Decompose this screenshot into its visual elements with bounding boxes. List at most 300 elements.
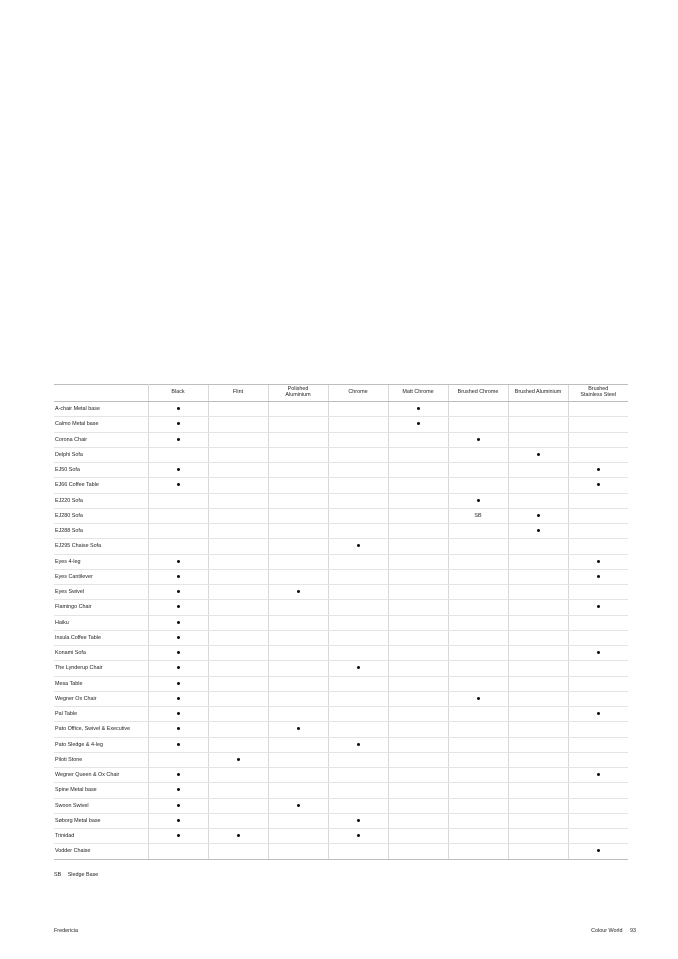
finish-cell — [388, 661, 448, 676]
finish-cell — [208, 813, 268, 828]
table-row — [54, 417, 628, 432]
finish-cell — [508, 585, 568, 600]
finish-cell — [508, 768, 568, 783]
finish-cell — [268, 508, 328, 523]
finish-cell — [148, 463, 208, 478]
finish-cell — [148, 676, 208, 691]
finish-cell — [448, 844, 508, 859]
table-row — [54, 630, 628, 645]
finish-cell — [208, 417, 268, 432]
finish-cell — [508, 844, 568, 859]
finish-cell — [328, 844, 388, 859]
availability-dot-icon — [357, 743, 360, 746]
finish-cell — [328, 417, 388, 432]
availability-dot-icon — [597, 712, 600, 715]
finish-cell — [388, 829, 448, 844]
column-header-text: Brushed Chrome — [457, 389, 499, 396]
finish-cell — [448, 752, 508, 767]
product-name: The Lynderup Chair — [54, 661, 148, 676]
availability-dot-icon — [177, 605, 180, 608]
product-name: Swoon Swivel — [54, 798, 148, 813]
finish-cell — [448, 432, 508, 447]
table-row — [54, 615, 628, 630]
finish-cell — [268, 585, 328, 600]
finish-cell — [568, 432, 628, 447]
finish-cell — [388, 615, 448, 630]
availability-dot-icon — [177, 560, 180, 563]
finish-cell — [388, 463, 448, 478]
table-row — [54, 432, 628, 447]
finish-cell — [508, 539, 568, 554]
availability-dot-icon — [417, 407, 420, 410]
availability-dot-icon — [177, 407, 180, 410]
finish-cell — [448, 661, 508, 676]
finish-cell — [268, 539, 328, 554]
finish-cell — [568, 829, 628, 844]
finish-cell — [268, 600, 328, 615]
availability-dot-icon — [177, 682, 180, 685]
finish-availability-table — [54, 384, 628, 860]
table-row — [54, 676, 628, 691]
finish-cell — [388, 554, 448, 569]
finish-cell — [208, 432, 268, 447]
finish-cell — [568, 569, 628, 584]
finish-cell — [448, 463, 508, 478]
footnote-key: SB — [54, 872, 62, 878]
finish-cell — [388, 432, 448, 447]
finish-cell — [328, 798, 388, 813]
finish-cell — [508, 417, 568, 432]
product-name: Delphi Sofa — [54, 447, 148, 462]
finish-cell — [568, 585, 628, 600]
finish-cell — [508, 554, 568, 569]
availability-dot-icon — [357, 666, 360, 669]
finish-cell — [328, 569, 388, 584]
finish-cell — [448, 783, 508, 798]
product-name: Vodder Chaise — [54, 844, 148, 859]
finish-cell — [568, 722, 628, 737]
product-name: Trinidad — [54, 829, 148, 844]
availability-dot-icon — [177, 468, 180, 471]
finish-cell — [268, 447, 328, 462]
finish-cell — [268, 707, 328, 722]
column-header — [388, 385, 448, 402]
finish-cell — [208, 463, 268, 478]
product-name: Insula Coffee Table — [54, 630, 148, 645]
product-name: Wegner Queen & Ox Chair — [54, 768, 148, 783]
finish-cell — [448, 447, 508, 462]
table-row — [54, 402, 628, 417]
finish-cell — [388, 813, 448, 828]
finish-cell — [148, 691, 208, 706]
table-row — [54, 447, 628, 462]
finish-cell — [328, 600, 388, 615]
product-name: A-chair Metal base — [54, 402, 148, 417]
availability-dot-icon — [597, 483, 600, 486]
finish-cell — [508, 783, 568, 798]
availability-dot-icon — [357, 834, 360, 837]
finish-cell — [388, 508, 448, 523]
availability-dot-icon — [177, 438, 180, 441]
finish-cell — [208, 524, 268, 539]
finish-cell — [268, 798, 328, 813]
finish-cell — [508, 752, 568, 767]
finish-cell — [508, 508, 568, 523]
finish-cell — [208, 508, 268, 523]
finish-cell — [148, 707, 208, 722]
finish-cell — [328, 463, 388, 478]
finish-cell — [208, 646, 268, 661]
product-name: Haiku — [54, 615, 148, 630]
finish-cell — [328, 524, 388, 539]
finish-cell — [388, 691, 448, 706]
finish-cell — [148, 447, 208, 462]
finish-cell — [448, 615, 508, 630]
finish-cell — [328, 676, 388, 691]
finish-cell — [328, 447, 388, 462]
finish-cell — [568, 493, 628, 508]
table-row — [54, 524, 628, 539]
product-name: EJ295 Chaise Sofa — [54, 539, 148, 554]
finish-cell — [148, 661, 208, 676]
finish-cell — [148, 798, 208, 813]
finish-cell — [208, 661, 268, 676]
finish-cell — [388, 798, 448, 813]
finish-cell — [508, 478, 568, 493]
column-header-text: Polished — [287, 386, 309, 393]
finish-cell — [388, 783, 448, 798]
finish-cell — [568, 783, 628, 798]
product-name: Calmo Metal base — [54, 417, 148, 432]
finish-cell — [388, 402, 448, 417]
finish-cell — [508, 722, 568, 737]
table-row — [54, 493, 628, 508]
finish-cell — [268, 646, 328, 661]
availability-dot-icon — [177, 834, 180, 837]
finish-cell — [508, 463, 568, 478]
column-header-text: Chrome — [348, 389, 368, 396]
finish-cell — [568, 539, 628, 554]
table-row — [54, 829, 628, 844]
finish-cell — [328, 630, 388, 645]
availability-dot-icon — [597, 468, 600, 471]
finish-cell — [508, 661, 568, 676]
availability-dot-icon — [537, 514, 540, 517]
finish-cell — [508, 447, 568, 462]
availability-dot-icon — [357, 544, 360, 547]
column-header — [568, 385, 628, 402]
finish-cell — [148, 752, 208, 767]
finish-cell — [508, 737, 568, 752]
finish-cell — [568, 417, 628, 432]
table-row — [54, 768, 628, 783]
availability-dot-icon — [297, 804, 300, 807]
finish-cell — [268, 752, 328, 767]
finish-cell — [208, 737, 268, 752]
finish-cell — [148, 417, 208, 432]
availability-dot-icon — [537, 453, 540, 456]
finish-cell — [148, 493, 208, 508]
table-row — [54, 798, 628, 813]
finish-cell — [268, 691, 328, 706]
footer-section: Colour World — [591, 928, 623, 934]
finish-cell — [268, 615, 328, 630]
product-name: Wegner Ox Chair — [54, 691, 148, 706]
finish-cell — [448, 569, 508, 584]
header-blank-cell — [54, 385, 148, 402]
finish-cell — [208, 600, 268, 615]
table-row — [54, 569, 628, 584]
column-header — [208, 385, 268, 402]
availability-dot-icon — [357, 819, 360, 822]
finish-cell — [448, 524, 508, 539]
column-header — [148, 385, 208, 402]
finish-cell — [268, 463, 328, 478]
table-row — [54, 661, 628, 676]
finish-cell — [388, 569, 448, 584]
availability-dot-icon — [237, 834, 240, 837]
table-header-row — [54, 385, 628, 402]
finish-cell — [448, 768, 508, 783]
finish-cell — [268, 829, 328, 844]
finish-cell — [268, 813, 328, 828]
availability-dot-icon — [177, 743, 180, 746]
finish-cell — [268, 783, 328, 798]
availability-dot-icon — [177, 575, 180, 578]
column-header-text: Aluminium — [285, 392, 311, 398]
finish-cell — [148, 585, 208, 600]
finish-cell — [568, 524, 628, 539]
finish-cell — [448, 798, 508, 813]
finish-cell — [568, 508, 628, 523]
finish-cell — [268, 554, 328, 569]
availability-dot-icon — [177, 621, 180, 624]
availability-dot-icon — [177, 727, 180, 730]
finish-cell — [268, 417, 328, 432]
finish-cell — [508, 432, 568, 447]
table-body — [54, 402, 628, 860]
finish-cell — [268, 722, 328, 737]
finish-cell — [448, 402, 508, 417]
finish-cell — [328, 783, 388, 798]
table-row — [54, 463, 628, 478]
footnote — [54, 872, 98, 878]
finish-cell — [568, 768, 628, 783]
table-row — [54, 707, 628, 722]
finish-cell — [148, 569, 208, 584]
finish-cell — [568, 630, 628, 645]
finish-cell — [448, 676, 508, 691]
finish-cell — [148, 630, 208, 645]
finish-cell — [388, 493, 448, 508]
table-row — [54, 600, 628, 615]
finish-cell — [208, 798, 268, 813]
finish-cell — [448, 707, 508, 722]
finish-cell — [328, 539, 388, 554]
product-name: Eyes Cantilever — [54, 569, 148, 584]
finish-cell — [328, 585, 388, 600]
availability-dot-icon — [177, 712, 180, 715]
finish-cell — [148, 829, 208, 844]
finish-cell — [568, 737, 628, 752]
finish-cell — [388, 707, 448, 722]
availability-dot-icon — [177, 651, 180, 654]
availability-dot-icon — [177, 590, 180, 593]
finish-cell — [508, 600, 568, 615]
finish-cell — [448, 600, 508, 615]
finish-cell — [268, 402, 328, 417]
product-name: Pal Table — [54, 707, 148, 722]
table-row — [54, 813, 628, 828]
finish-cell — [148, 554, 208, 569]
footer-right — [591, 928, 636, 934]
finish-cell — [568, 615, 628, 630]
finish-cell — [208, 554, 268, 569]
availability-dot-icon — [237, 758, 240, 761]
availability-dot-icon — [177, 636, 180, 639]
finish-cell — [268, 569, 328, 584]
finish-cell — [328, 813, 388, 828]
finish-cell — [208, 722, 268, 737]
finish-cell — [268, 432, 328, 447]
finish-cell — [208, 844, 268, 859]
availability-dot-icon — [537, 529, 540, 532]
finish-cell — [448, 691, 508, 706]
finish-cell — [508, 798, 568, 813]
finish-cell — [388, 676, 448, 691]
table-row — [54, 722, 628, 737]
finish-code: SB — [474, 512, 482, 519]
availability-dot-icon — [597, 605, 600, 608]
finish-cell — [208, 752, 268, 767]
finish-cell — [208, 676, 268, 691]
finish-cell — [208, 447, 268, 462]
finish-cell — [388, 722, 448, 737]
finish-cell — [568, 478, 628, 493]
finish-cell — [148, 844, 208, 859]
finish-cell — [508, 829, 568, 844]
finish-cell — [448, 585, 508, 600]
table-row — [54, 539, 628, 554]
product-name: Søborg Metal base — [54, 813, 148, 828]
finish-cell — [448, 554, 508, 569]
finish-cell — [328, 768, 388, 783]
finish-cell — [448, 630, 508, 645]
finish-cell — [388, 585, 448, 600]
availability-dot-icon — [597, 575, 600, 578]
product-name: Corona Chair — [54, 432, 148, 447]
product-name: Mesa Table — [54, 676, 148, 691]
finish-cell — [568, 447, 628, 462]
finish-cell — [568, 676, 628, 691]
finish-cell — [388, 630, 448, 645]
finish-cell — [268, 661, 328, 676]
finish-cell — [268, 676, 328, 691]
product-name: Pato Office, Swivel & Executive — [54, 722, 148, 737]
table-row — [54, 752, 628, 767]
finish-cell — [388, 737, 448, 752]
availability-dot-icon — [177, 422, 180, 425]
availability-dot-icon — [177, 788, 180, 791]
finish-cell — [508, 707, 568, 722]
availability-dot-icon — [177, 819, 180, 822]
column-header-text: Black — [171, 389, 185, 396]
finish-cell — [148, 478, 208, 493]
finish-cell — [208, 569, 268, 584]
finish-cell — [388, 646, 448, 661]
product-name: Spine Metal base — [54, 783, 148, 798]
product-name: Konami Sofa — [54, 646, 148, 661]
availability-dot-icon — [177, 666, 180, 669]
finish-cell — [148, 737, 208, 752]
finish-cell — [568, 646, 628, 661]
finish-cell — [268, 844, 328, 859]
finish-cell — [508, 813, 568, 828]
column-header-text: Matt Chrome — [402, 389, 434, 396]
finish-cell — [568, 844, 628, 859]
column-header-text: Brushed — [588, 386, 609, 393]
availability-dot-icon — [597, 773, 600, 776]
finish-cell — [328, 691, 388, 706]
finish-cell — [568, 554, 628, 569]
finish-cell — [328, 722, 388, 737]
column-header — [508, 385, 568, 402]
finish-cell — [268, 493, 328, 508]
finish-cell — [328, 661, 388, 676]
finish-cell — [208, 402, 268, 417]
finish-cell — [568, 600, 628, 615]
finish-cell — [148, 508, 208, 523]
finish-cell — [148, 768, 208, 783]
finish-cell — [328, 646, 388, 661]
finish-cell — [328, 615, 388, 630]
finish-cell — [448, 508, 508, 523]
finish-cell — [448, 646, 508, 661]
finish-cell — [208, 691, 268, 706]
finish-cell — [568, 813, 628, 828]
product-name: Flamingo Chair — [54, 600, 148, 615]
finish-cell — [328, 829, 388, 844]
column-header — [328, 385, 388, 402]
product-name: Eyes Swivel — [54, 585, 148, 600]
column-header-text: Flint — [232, 389, 244, 396]
finish-cell — [508, 630, 568, 645]
finish-cell — [388, 600, 448, 615]
finish-cell — [268, 630, 328, 645]
finish-cell — [328, 737, 388, 752]
availability-dot-icon — [597, 651, 600, 654]
finish-cell — [208, 829, 268, 844]
finish-cell — [448, 722, 508, 737]
finish-cell — [148, 600, 208, 615]
availability-dot-icon — [297, 727, 300, 730]
availability-dot-icon — [417, 422, 420, 425]
footer-brand: Fredericia — [54, 928, 78, 934]
finish-cell — [568, 752, 628, 767]
finish-cell — [328, 478, 388, 493]
finish-cell — [568, 707, 628, 722]
finish-cell — [148, 722, 208, 737]
availability-dot-icon — [177, 804, 180, 807]
table-row — [54, 478, 628, 493]
finish-cell — [388, 478, 448, 493]
finish-cell — [208, 478, 268, 493]
product-name: Piloti Stone — [54, 752, 148, 767]
availability-dot-icon — [177, 697, 180, 700]
column-header-text: Brushed Aluminium — [514, 389, 562, 396]
product-name: EJ220 Sofa — [54, 493, 148, 508]
finish-cell — [328, 402, 388, 417]
